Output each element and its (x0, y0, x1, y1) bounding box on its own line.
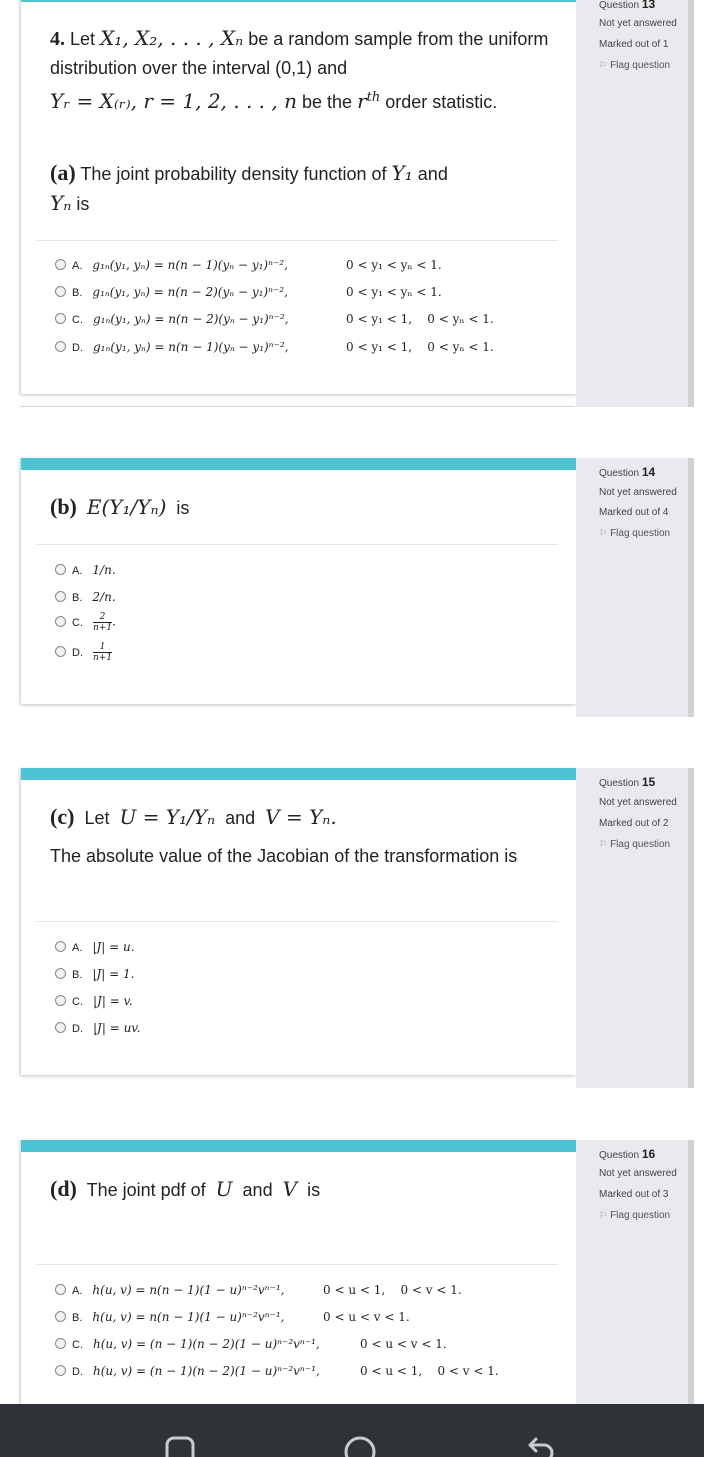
home-icon[interactable] (343, 1435, 377, 1457)
flag-icon: ⚐ (599, 1210, 608, 1220)
radio-button[interactable] (55, 564, 66, 575)
flag-icon: ⚐ (599, 528, 608, 538)
question-status: Not yet answered (599, 487, 677, 498)
question-status: Not yet answered (599, 1168, 677, 1179)
radio-button[interactable] (55, 941, 66, 952)
radio-button[interactable] (55, 341, 66, 352)
flag-question-link[interactable]: ⚐ Flag question (599, 528, 671, 539)
fraction: $\frac{1}{n+1}$ (93, 642, 113, 663)
card-top-bar (21, 0, 576, 2)
option-a[interactable]: A. g₁ₙ(y₁, yₙ) = n(n − 1)(yₙ − y₁)ⁿ⁻², (55, 258, 288, 272)
flag-icon: ⚐ (599, 839, 608, 849)
radio-button[interactable] (55, 286, 66, 297)
radio-button[interactable] (55, 259, 66, 270)
radio-button[interactable] (55, 1022, 66, 1033)
question-number: Question 15 (599, 775, 656, 789)
question-info-panel (576, 1140, 688, 1420)
flag-icon: ⚐ (599, 60, 608, 70)
radio-button[interactable] (55, 313, 66, 324)
option-a-condition: 0 < y₁ < yₙ < 1. (346, 258, 442, 272)
option-d[interactable]: D. |J| = uv. (55, 1021, 140, 1035)
question-marks: Marked out of 4 (599, 507, 669, 518)
jacobian-question-text: The absolute value of the Jacobian of the transformation is (50, 846, 518, 866)
flag-question-link[interactable]: ⚐ Flag question (599, 839, 671, 850)
radio-button[interactable] (55, 591, 66, 602)
option-c-condition: 0 < y₁ < 1, 0 < yₙ < 1. (346, 312, 494, 326)
separator (36, 240, 558, 241)
divider (20, 406, 575, 407)
card-top-bar (21, 1140, 576, 1152)
option-a[interactable]: A. |J| = u. (55, 940, 135, 954)
radio-button[interactable] (55, 1311, 66, 1322)
part-c-text: (c) Let U = Y₁/Yₙ and V = Yₙ. (50, 804, 337, 829)
option-c[interactable]: C. $\frac{2}{n+1}$ . (55, 612, 116, 633)
question-status: Not yet answered (599, 797, 677, 808)
part-a-text: (a) The joint probability density function of Y₁ and Yₙ is (50, 160, 448, 215)
radio-button[interactable] (55, 1284, 66, 1295)
question-text: 4. Let X₁, X₂, . . . , Xₙ be a random sample from the uniform distribution over the interval (0,1) and Yᵣ = X₍ᵣ₎, r = 1, 2, . . . , n be the $r^{th}$ order statistic. (50, 26, 549, 113)
separator (36, 921, 558, 922)
option-d[interactable]: D. g₁ₙ(y₁, yₙ) = n(n − 1)(yₙ − y₁)ⁿ⁻², (55, 340, 289, 354)
part-d-text: (d) The joint pdf of U and V is (50, 1176, 321, 1201)
question-status: Not yet answered (599, 18, 677, 29)
option-d[interactable]: D. h(u, v) = (n − 1)(n − 2)(1 − u)ⁿ⁻²vⁿ⁻¹, (55, 1364, 320, 1378)
question-number: Question 14 (599, 465, 656, 479)
flag-question-link[interactable]: ⚐ Flag question (599, 60, 671, 71)
option-b[interactable]: B. |J| = 1. (55, 967, 134, 981)
option-d-condition: 0 < u < 1, 0 < v < 1. (360, 1364, 499, 1378)
recent-apps-icon[interactable] (164, 1435, 196, 1457)
question-number: Question 13 (599, 0, 656, 11)
question-marks: Marked out of 2 (599, 818, 669, 829)
question-info-panel (576, 768, 688, 1088)
radio-button[interactable] (55, 968, 66, 979)
option-c[interactable]: C. |J| = v. (55, 994, 133, 1008)
option-a[interactable]: A. 1/n. (55, 563, 116, 577)
question-marks: Marked out of 3 (599, 1189, 669, 1200)
option-c[interactable]: C. h(u, v) = (n − 1)(n − 2)(1 − u)ⁿ⁻²vⁿ⁻¹, (55, 1337, 320, 1351)
option-b[interactable]: B. 2/n. (55, 590, 116, 604)
back-icon[interactable] (522, 1435, 556, 1457)
radio-button[interactable] (55, 1338, 66, 1349)
flag-question-link[interactable]: ⚐ Flag question (599, 1210, 671, 1221)
radio-button[interactable] (55, 646, 66, 657)
question-marks: Marked out of 1 (599, 39, 669, 50)
option-c-condition: 0 < u < v < 1. (360, 1337, 447, 1351)
part-b-text: (b) E(Y₁/Yₙ) is (50, 494, 190, 519)
option-a[interactable]: A. h(u, v) = n(n − 1)(1 − u)ⁿ⁻²vⁿ⁻¹, (55, 1283, 284, 1297)
radio-button[interactable] (55, 616, 66, 627)
option-c[interactable]: C. g₁ₙ(y₁, yₙ) = n(n − 2)(yₙ − y₁)ⁿ⁻², (55, 312, 289, 326)
card-top-bar (21, 458, 576, 470)
option-b[interactable]: B. g₁ₙ(y₁, yₙ) = n(n − 2)(yₙ − y₁)ⁿ⁻², (55, 285, 288, 299)
option-b[interactable]: B. h(u, v) = n(n − 1)(1 − u)ⁿ⁻²vⁿ⁻¹, (55, 1310, 284, 1324)
option-b-condition: 0 < y₁ < yₙ < 1. (346, 285, 442, 299)
option-b-condition: 0 < u < v < 1. (323, 1310, 410, 1324)
option-d[interactable]: D. $\frac{1}{n+1}$ (55, 642, 112, 663)
option-a-condition: 0 < u < 1, 0 < v < 1. (323, 1283, 462, 1297)
radio-button[interactable] (55, 995, 66, 1006)
separator (36, 544, 558, 545)
question-number: Question 16 (599, 1147, 656, 1161)
fraction: $\frac{2}{n+1}$ (93, 612, 113, 633)
separator (36, 1264, 558, 1265)
option-d-condition: 0 < y₁ < 1, 0 < yₙ < 1. (346, 340, 494, 354)
card-top-bar (21, 768, 576, 780)
radio-button[interactable] (55, 1365, 66, 1376)
